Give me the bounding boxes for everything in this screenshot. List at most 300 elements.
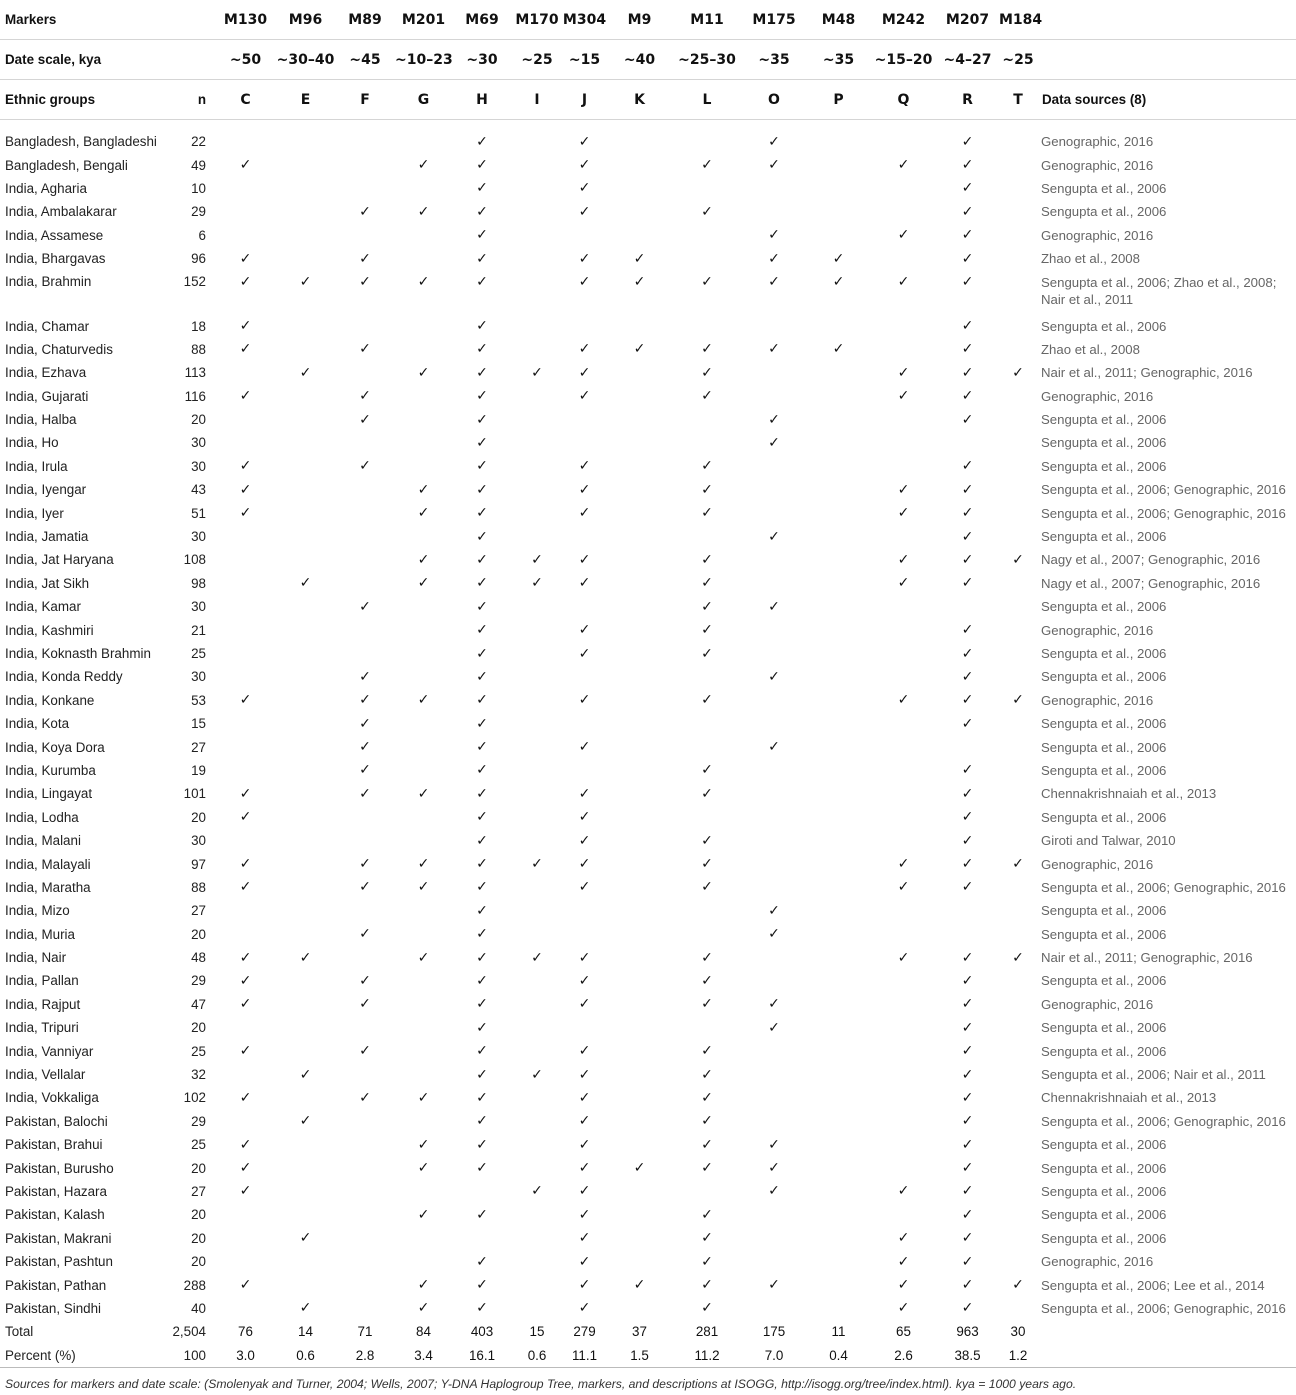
check-mark-icon: ✓ (578, 250, 591, 267)
sample-size: 20 (191, 1160, 206, 1176)
check-cell (871, 923, 936, 946)
check-cell (512, 525, 562, 548)
check-cell (871, 1086, 936, 1109)
check-cell (562, 224, 607, 247)
check-cell (871, 1016, 936, 1039)
isogg-link[interactable]: http://isogg.org/tree/index.html (781, 1377, 946, 1391)
check-cell (806, 501, 871, 524)
table-row (0, 899, 1296, 922)
check-mark-icon: ✓ (768, 1277, 780, 1294)
check-cell (607, 1016, 672, 1039)
check-cell (335, 1063, 395, 1086)
check-cell (276, 969, 335, 992)
check-mark-icon: ✓ (476, 879, 488, 896)
sample-size: 51 (191, 505, 206, 521)
check-mark-icon: ✓ (701, 458, 713, 475)
check-mark-icon: ✓ (701, 1066, 713, 1083)
check-cell (215, 923, 276, 946)
sample-size: 30 (191, 833, 206, 849)
check-mark-icon: ✓ (578, 341, 591, 358)
check-mark-icon: ✓ (768, 668, 780, 685)
check-mark-icon: ✓ (961, 551, 974, 568)
check-cell (742, 852, 806, 875)
check-cell (806, 1250, 871, 1273)
check-cell (871, 338, 936, 361)
check-mark-icon: ✓ (578, 1277, 591, 1294)
check-mark-icon: ✓ (897, 364, 910, 381)
check-cell (512, 270, 562, 314)
check-cell (806, 1297, 871, 1320)
check-cell (276, 455, 335, 478)
data-source: Sengupta et al., 2006; Genographic, 2016 (1041, 505, 1286, 521)
check-cell (999, 338, 1037, 361)
check-cell (999, 1297, 1037, 1320)
check-mark-icon: ✓ (578, 832, 591, 849)
footnote-refs[interactable]: (Smolenyak and Turner, 2004; Wells, 2007 (204, 1377, 435, 1391)
check-cell (806, 618, 871, 641)
check-cell (512, 408, 562, 431)
check-mark-icon: ✓ (476, 1113, 488, 1130)
check-cell (335, 177, 395, 200)
check-cell (806, 177, 871, 200)
check-mark-icon: ✓ (961, 1113, 974, 1130)
check-mark-icon: ✓ (961, 250, 974, 267)
check-mark-icon: ✓ (476, 645, 488, 662)
check-cell (395, 1016, 452, 1039)
group-name: India, Kota (5, 716, 70, 732)
check-mark-icon: ✓ (701, 1277, 713, 1294)
check-cell (276, 899, 335, 922)
check-cell (871, 1039, 936, 1062)
check-cell (512, 735, 562, 758)
marker-header: M9 (607, 0, 672, 40)
check-mark-icon: ✓ (701, 1089, 713, 1106)
check-cell (276, 993, 335, 1016)
check-mark-icon: ✓ (476, 157, 488, 174)
sample-size: 96 (191, 251, 206, 267)
check-cell (806, 120, 871, 154)
check-cell (607, 385, 672, 408)
check-mark-icon: ✓ (476, 274, 488, 291)
sample-size: 27 (191, 739, 206, 755)
group-name: Bangladesh, Bengali (5, 157, 128, 173)
check-cell (806, 923, 871, 946)
check-mark-icon: ✓ (578, 1160, 591, 1177)
check-cell (452, 1180, 512, 1203)
check-cell (871, 1156, 936, 1179)
group-name: India, Jamatia (5, 529, 89, 545)
percent-row-value: 1.2 (999, 1344, 1037, 1368)
check-mark-icon: ✓ (476, 1089, 488, 1106)
marker-header: M170 (512, 0, 562, 40)
check-cell (395, 338, 452, 361)
check-cell (607, 1039, 672, 1062)
total-row (0, 1320, 1296, 1344)
check-cell (215, 712, 276, 735)
check-mark-icon: ✓ (239, 250, 252, 267)
sample-size: 30 (191, 458, 206, 474)
check-cell (742, 177, 806, 200)
check-cell (562, 314, 607, 337)
date-header: ~15–20 (871, 40, 936, 80)
check-cell (512, 665, 562, 688)
check-cell (215, 735, 276, 758)
check-cell (276, 1133, 335, 1156)
check-mark-icon: ✓ (476, 203, 488, 220)
check-mark-icon: ✓ (768, 411, 780, 428)
check-mark-icon: ✓ (239, 996, 252, 1013)
check-mark-icon: ✓ (897, 856, 910, 873)
sample-size: 29 (191, 1113, 206, 1129)
sample-size: 20 (191, 926, 206, 942)
table-row (0, 455, 1296, 478)
check-cell (999, 1227, 1037, 1250)
sample-size: 19 (191, 762, 206, 778)
check-cell (871, 782, 936, 805)
check-cell (512, 153, 562, 176)
check-mark-icon: ✓ (359, 785, 371, 802)
check-cell (742, 1039, 806, 1062)
data-source: Sengupta et al., 2006 (1041, 739, 1167, 755)
check-mark-icon: ✓ (578, 133, 591, 150)
empty-cell (1037, 1320, 1296, 1344)
check-mark-icon: ✓ (239, 505, 252, 522)
check-mark-icon: ✓ (417, 274, 430, 291)
check-mark-icon: ✓ (701, 388, 713, 405)
check-cell (999, 247, 1037, 270)
check-cell (742, 946, 806, 969)
date-header: ~10–23 (395, 40, 452, 80)
group-name: India, Chaturvedis (5, 341, 113, 357)
check-cell (607, 923, 672, 946)
check-cell (395, 247, 452, 270)
check-cell (871, 120, 936, 154)
check-cell (672, 735, 742, 758)
check-mark-icon: ✓ (417, 505, 430, 522)
check-mark-icon: ✓ (531, 551, 543, 568)
check-cell (607, 852, 672, 875)
date-header: ~40 (607, 40, 672, 80)
check-mark-icon: ✓ (578, 1253, 591, 1270)
check-mark-icon: ✓ (768, 341, 780, 358)
check-cell (806, 1273, 871, 1296)
check-cell (871, 1110, 936, 1133)
group-name: India, Kashmiri (5, 622, 94, 638)
check-cell (999, 829, 1037, 852)
sample-size: 30 (191, 669, 206, 685)
check-mark-icon: ✓ (476, 832, 488, 849)
check-mark-icon: ✓ (239, 1136, 252, 1153)
group-name: Pakistan, Makrani (5, 1230, 112, 1246)
check-cell (742, 1250, 806, 1273)
table-row (0, 618, 1296, 641)
sample-size: 25 (191, 646, 206, 661)
check-cell (395, 385, 452, 408)
check-mark-icon: ✓ (897, 388, 910, 405)
check-cell (512, 806, 562, 829)
check-cell (672, 923, 742, 946)
check-mark-icon: ✓ (417, 364, 430, 381)
check-cell (999, 782, 1037, 805)
date-header-row (0, 40, 1296, 80)
check-cell (871, 759, 936, 782)
check-mark-icon: ✓ (768, 739, 780, 756)
marker-header: M175 (742, 0, 806, 40)
check-cell (742, 455, 806, 478)
check-cell (936, 735, 999, 758)
check-cell (395, 759, 452, 782)
check-cell (871, 247, 936, 270)
group-name: India, Muria (5, 926, 75, 942)
check-mark-icon: ✓ (476, 809, 488, 826)
table-row (0, 314, 1296, 337)
check-cell (215, 1297, 276, 1320)
footnote-rest: ; Y-DNA Haplogroup Tree, markers, and descriptions at ISOGG, (434, 1377, 782, 1391)
check-cell (672, 314, 742, 337)
check-mark-icon: ✓ (359, 1043, 371, 1060)
sample-size: 32 (191, 1067, 206, 1083)
check-cell (806, 525, 871, 548)
table-row (0, 224, 1296, 247)
check-cell (999, 408, 1037, 431)
check-cell (395, 1250, 452, 1273)
check-cell (276, 224, 335, 247)
check-mark-icon: ✓ (961, 1300, 974, 1317)
check-cell (806, 876, 871, 899)
check-mark-icon: ✓ (239, 458, 252, 475)
check-cell (395, 899, 452, 922)
group-name: Pakistan, Kalash (5, 1207, 105, 1223)
check-cell (276, 1086, 335, 1109)
check-cell (395, 455, 452, 478)
check-cell (871, 1203, 936, 1226)
table-row (0, 1016, 1296, 1039)
table-row (0, 689, 1296, 712)
check-cell (335, 153, 395, 176)
table-row (0, 525, 1296, 548)
check-cell (215, 1250, 276, 1273)
check-cell (562, 525, 607, 548)
table-row (0, 361, 1296, 384)
sample-size: 116 (184, 388, 206, 404)
check-mark-icon: ✓ (578, 785, 591, 802)
check-cell (276, 200, 335, 223)
check-mark-icon: ✓ (239, 341, 252, 358)
marker-header: M304 (562, 0, 607, 40)
check-mark-icon: ✓ (359, 668, 371, 685)
check-cell (871, 525, 936, 548)
check-mark-icon: ✓ (476, 341, 488, 358)
check-mark-icon: ✓ (359, 879, 371, 896)
check-cell (335, 224, 395, 247)
check-mark-icon: ✓ (531, 1066, 543, 1083)
check-mark-icon: ✓ (476, 411, 488, 428)
table-row (0, 501, 1296, 524)
check-cell (395, 993, 452, 1016)
group-name: India, Iyer (5, 505, 64, 521)
check-cell (395, 1180, 452, 1203)
check-mark-icon: ✓ (476, 1019, 488, 1036)
check-cell (806, 782, 871, 805)
check-cell (607, 689, 672, 712)
check-cell (742, 876, 806, 899)
table-row (0, 735, 1296, 758)
check-mark-icon: ✓ (961, 388, 974, 405)
check-mark-icon: ✓ (476, 762, 488, 779)
table-row (0, 200, 1296, 223)
check-mark-icon: ✓ (476, 1160, 488, 1177)
check-cell (607, 177, 672, 200)
check-mark-icon: ✓ (701, 1160, 713, 1177)
check-mark-icon: ✓ (961, 133, 974, 150)
check-cell (276, 759, 335, 782)
check-cell (276, 1250, 335, 1273)
check-mark-icon: ✓ (578, 1113, 591, 1130)
check-cell (999, 1039, 1037, 1062)
table-row (0, 642, 1296, 665)
check-cell (607, 712, 672, 735)
total-row-value: 14 (298, 1324, 313, 1340)
check-mark-icon: ✓ (961, 1253, 974, 1270)
check-cell (335, 1156, 395, 1179)
sample-size: 30 (191, 435, 206, 451)
check-cell (215, 665, 276, 688)
total-row-value: 403 (470, 1324, 494, 1340)
check-cell (607, 361, 672, 384)
check-cell (562, 899, 607, 922)
check-cell (607, 782, 672, 805)
total-row-value: 30 (1010, 1324, 1026, 1340)
check-mark-icon: ✓ (961, 785, 974, 802)
check-mark-icon: ✓ (417, 1206, 430, 1223)
sample-size: 30 (191, 529, 206, 545)
check-cell (276, 852, 335, 875)
check-mark-icon: ✓ (476, 598, 488, 615)
check-mark-icon: ✓ (1012, 949, 1024, 966)
check-mark-icon: ✓ (476, 318, 488, 335)
check-cell (806, 969, 871, 992)
sample-size: 10 (191, 180, 206, 196)
check-mark-icon: ✓ (578, 809, 591, 826)
check-cell (871, 969, 936, 992)
percent-row-label: Percent (%) (0, 1344, 168, 1368)
ethnic-groups-label: Ethnic groups (0, 80, 168, 120)
check-mark-icon: ✓ (476, 692, 488, 709)
check-mark-icon: ✓ (897, 1183, 910, 1200)
check-cell (607, 806, 672, 829)
check-cell (607, 525, 672, 548)
check-cell (512, 1016, 562, 1039)
group-name: India, Jat Haryana (5, 552, 114, 568)
check-mark-icon: ✓ (578, 1136, 591, 1153)
data-source: Sengupta et al., 2006 (1041, 204, 1167, 220)
sample-size: 25 (191, 1137, 206, 1153)
group-name: India, Halba (5, 412, 77, 428)
check-mark-icon: ✓ (476, 1066, 488, 1083)
check-cell (806, 806, 871, 829)
table-row (0, 1297, 1296, 1320)
check-mark-icon: ✓ (239, 274, 252, 291)
check-cell (936, 431, 999, 454)
check-cell (607, 969, 672, 992)
check-cell (607, 1250, 672, 1273)
check-mark-icon: ✓ (239, 809, 252, 826)
check-cell (806, 548, 871, 571)
check-cell (742, 969, 806, 992)
check-cell (672, 408, 742, 431)
sample-size: 97 (191, 856, 206, 872)
sample-size: 152 (183, 274, 206, 290)
check-mark-icon: ✓ (476, 364, 488, 381)
markers-header-row (0, 0, 1296, 40)
check-cell (742, 361, 806, 384)
check-mark-icon: ✓ (961, 856, 974, 873)
check-mark-icon: ✓ (476, 996, 488, 1013)
check-cell (512, 385, 562, 408)
data-source: Sengupta et al., 2006 (1041, 973, 1167, 989)
footnote-prefix: Sources for markers and date scale: (5, 1377, 205, 1391)
check-mark-icon: ✓ (239, 1089, 252, 1106)
haplogroup-header: I (512, 80, 562, 120)
check-mark-icon: ✓ (701, 856, 713, 873)
check-mark-icon: ✓ (961, 622, 974, 639)
table-row (0, 923, 1296, 946)
check-mark-icon: ✓ (768, 598, 780, 615)
check-mark-icon: ✓ (239, 692, 252, 709)
percent-row-value: 3.4 (395, 1344, 452, 1368)
table-row (0, 247, 1296, 270)
check-cell (512, 1039, 562, 1062)
data-source: Genographic, 2016 (1041, 622, 1154, 638)
check-cell (999, 642, 1037, 665)
check-cell (215, 899, 276, 922)
check-cell (999, 120, 1037, 154)
check-mark-icon: ✓ (701, 1206, 713, 1223)
check-cell (512, 431, 562, 454)
check-cell (395, 806, 452, 829)
check-cell (562, 759, 607, 782)
check-cell (672, 177, 742, 200)
check-cell (562, 923, 607, 946)
check-cell (512, 1110, 562, 1133)
check-cell (742, 314, 806, 337)
check-cell (999, 153, 1037, 176)
check-mark-icon: ✓ (961, 411, 974, 428)
check-mark-icon: ✓ (578, 1089, 591, 1106)
check-mark-icon: ✓ (633, 1277, 646, 1294)
data-source: Sengupta et al., 2006 (1041, 599, 1167, 615)
check-mark-icon: ✓ (299, 575, 312, 592)
sample-size: 15 (191, 716, 206, 732)
table-row (0, 759, 1296, 782)
check-cell (512, 200, 562, 223)
check-mark-icon: ✓ (897, 274, 910, 291)
check-cell (335, 572, 395, 595)
check-mark-icon: ✓ (897, 949, 910, 966)
date-header: ~4–27 (936, 40, 999, 80)
check-mark-icon: ✓ (701, 575, 713, 592)
table-row (0, 1203, 1296, 1226)
check-mark-icon: ✓ (578, 180, 591, 197)
check-mark-icon: ✓ (239, 1277, 252, 1294)
table-footnote (5, 1377, 1076, 1391)
check-mark-icon: ✓ (359, 388, 371, 405)
percent-row-value: 0.6 (512, 1344, 562, 1368)
check-cell (276, 1273, 335, 1296)
check-mark-icon: ✓ (239, 972, 252, 989)
table-row (0, 1250, 1296, 1273)
total-row-value: 71 (357, 1324, 373, 1340)
